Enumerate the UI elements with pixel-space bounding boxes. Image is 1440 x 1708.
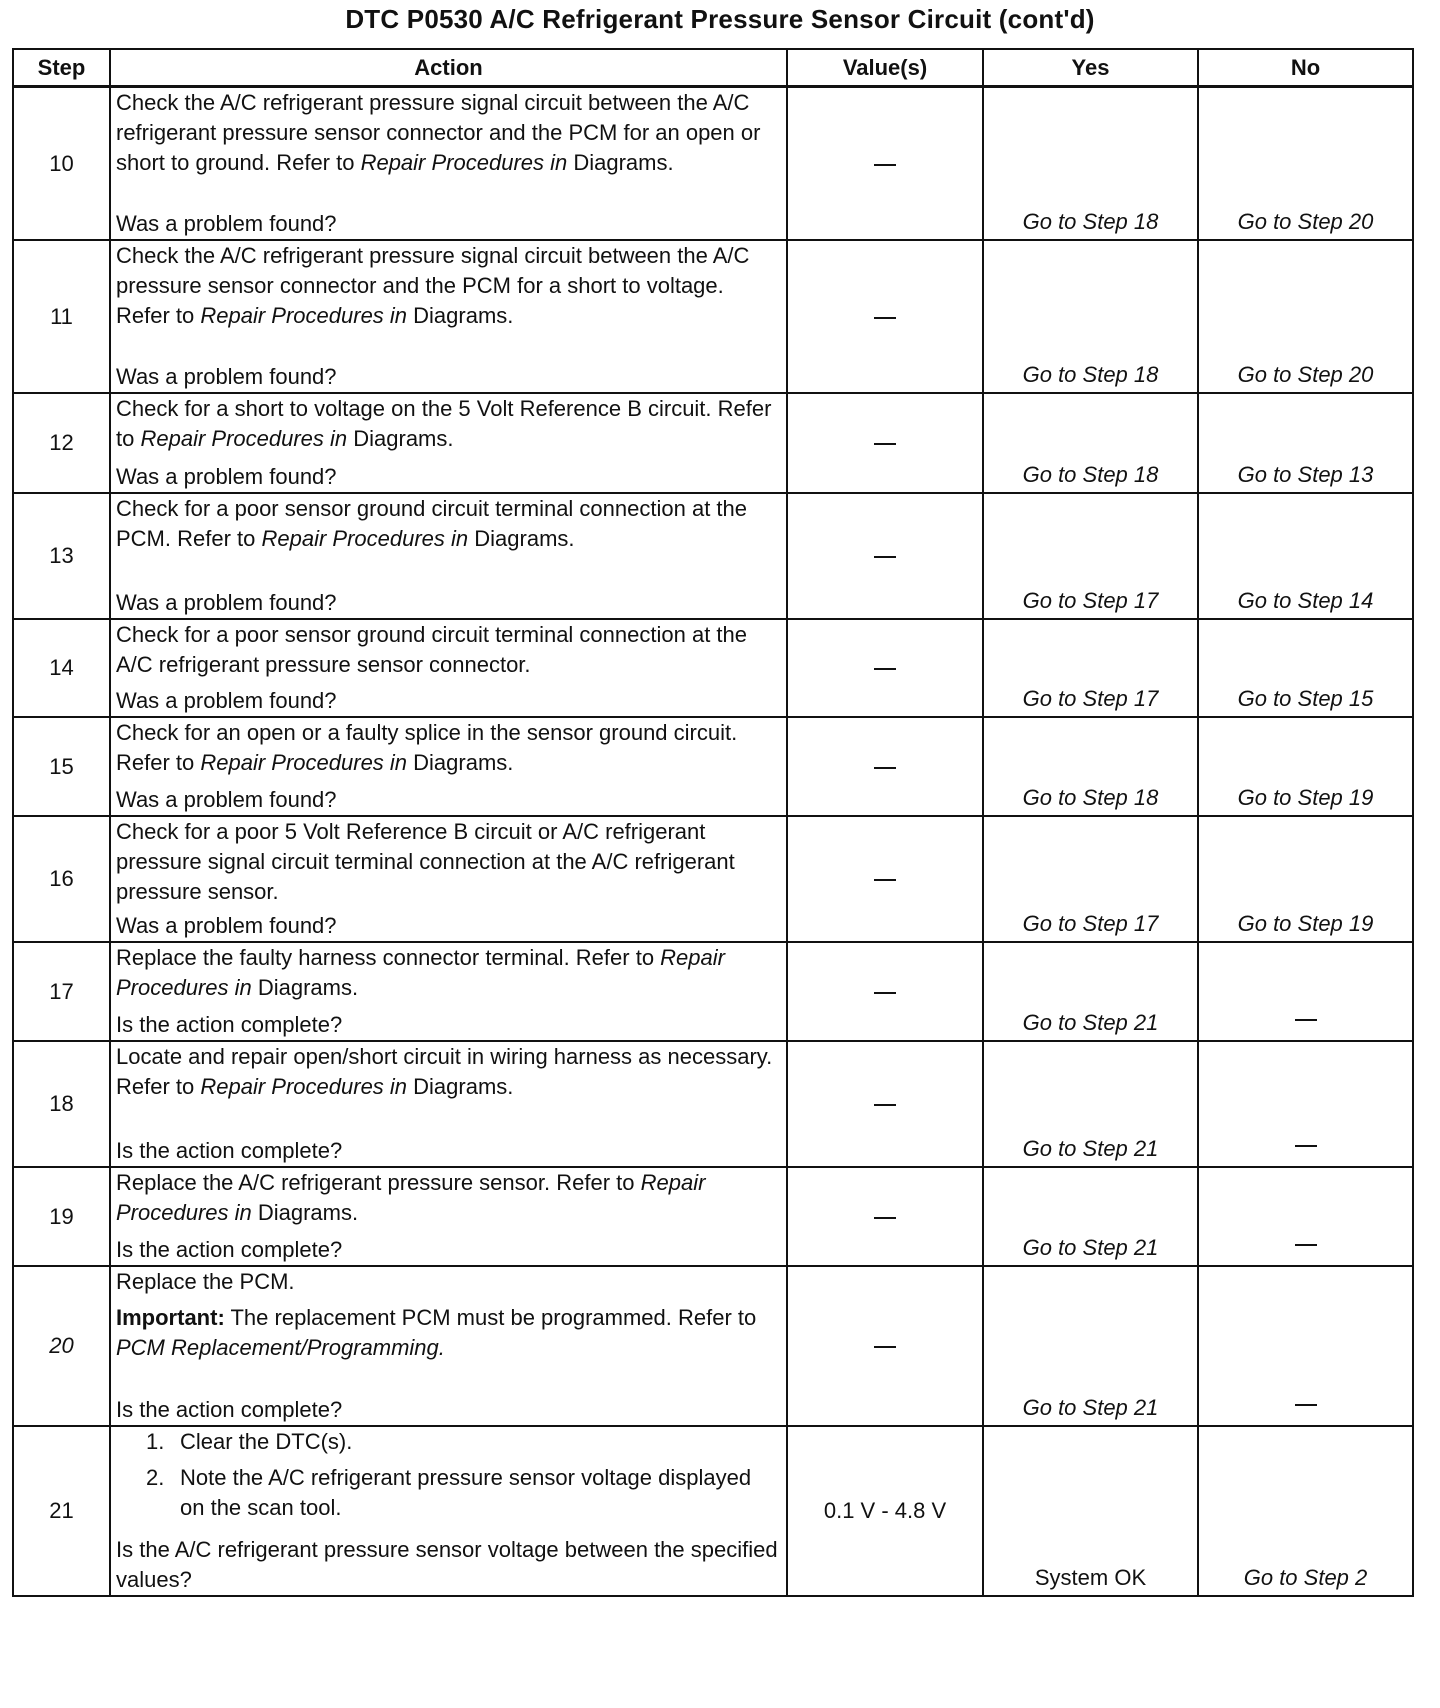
no-cell: Go to Step 2 — [1198, 1426, 1413, 1596]
no-cell: Go to Step 15 — [1198, 619, 1413, 717]
yes-cell: Go to Step 18 — [983, 393, 1198, 493]
no-cell: Go to Step 19 — [1198, 816, 1413, 942]
table-row — [13, 1167, 1413, 1266]
action-text: Locate and repair open/short circuit in wiring harness as necessary. Refer to Repair Procedures in Diagrams. — [116, 1044, 773, 1099]
dash-mark — [874, 1346, 896, 1348]
table-row — [13, 1266, 1413, 1426]
yes-cell: Go to Step 17 — [983, 816, 1198, 942]
yes-cell: System OK — [983, 1426, 1198, 1596]
action-text: Check the A/C refrigerant pressure signal circuit between the A/C refrigerant pressure sensor connector and the PCM for an open or short to ground. Refer to Repair Procedures in Diagrams. — [116, 90, 761, 175]
no-cell — [1198, 1041, 1413, 1167]
value-cell — [787, 717, 983, 816]
no-cell: Go to Step 19 — [1198, 717, 1413, 816]
yes-cell: Go to Step 17 — [983, 493, 1198, 619]
table-row — [13, 619, 1413, 717]
action-text: Check for a poor sensor ground circuit terminal connection at the PCM. Refer to Repair Procedures in Diagrams. — [116, 496, 747, 551]
step-number: 18 — [13, 1041, 110, 1167]
value-cell — [787, 240, 983, 393]
dash-mark — [874, 1104, 896, 1106]
step-number: 15 — [13, 717, 110, 816]
action-question: Was a problem found? — [116, 688, 337, 713]
action-question: Was a problem found? — [116, 590, 337, 615]
action-cell — [110, 619, 787, 717]
ref-link: PCM Replacement/Programming. — [116, 1335, 445, 1360]
dash-mark — [874, 556, 896, 558]
dtc-table — [12, 48, 1414, 1597]
value-cell — [787, 393, 983, 493]
action-text: Replace the faulty harness connector terminal. Refer to Repair Procedures in Diagrams. — [116, 945, 725, 1000]
value-cell: 0.1 V - 4.8 V — [787, 1426, 983, 1596]
value-cell — [787, 942, 983, 1041]
value-cell — [787, 1266, 983, 1426]
header-values: Value(s) — [787, 49, 983, 87]
action-cell — [110, 942, 787, 1041]
dash-mark — [874, 1217, 896, 1219]
table-row — [13, 240, 1413, 393]
no-cell: Go to Step 20 — [1198, 87, 1413, 241]
action-question: Was a problem found? — [116, 364, 337, 389]
action-cell — [110, 1041, 787, 1167]
value-cell — [787, 493, 983, 619]
value-cell — [787, 1041, 983, 1167]
dash-mark — [1295, 1244, 1317, 1246]
table-row — [13, 1426, 1413, 1596]
dash-mark — [874, 879, 896, 881]
no-cell — [1198, 942, 1413, 1041]
value-cell — [787, 1167, 983, 1266]
dash-mark — [874, 164, 896, 166]
header-yes: Yes — [983, 49, 1198, 87]
dash-mark — [874, 668, 896, 670]
header-step: Step — [13, 49, 110, 87]
ref-link: Repair Procedures in — [140, 426, 348, 451]
action-cell — [110, 87, 787, 241]
action-question: Was a problem found? — [116, 913, 337, 938]
yes-cell: Go to Step 21 — [983, 1167, 1198, 1266]
value-cell — [787, 816, 983, 942]
table-header-row — [13, 49, 1413, 87]
action-text: Replace the PCM. — [116, 1269, 295, 1294]
step-number: 20 — [13, 1266, 110, 1426]
dash-mark — [1295, 1145, 1317, 1147]
action-cell — [110, 1266, 787, 1426]
table-row — [13, 493, 1413, 619]
action-cell — [110, 1426, 787, 1596]
yes-cell: Go to Step 21 — [983, 942, 1198, 1041]
action-cell — [110, 717, 787, 816]
no-cell — [1198, 1266, 1413, 1426]
action-question: Is the action complete? — [116, 1397, 343, 1422]
action-question: Is the action complete? — [116, 1012, 343, 1037]
action-cell — [110, 393, 787, 493]
table-row — [13, 816, 1413, 942]
no-cell — [1198, 1167, 1413, 1266]
step-number: 14 — [13, 619, 110, 717]
action-cell — [110, 1167, 787, 1266]
ref-link: Repair Procedures in — [200, 303, 408, 328]
yes-cell: Go to Step 18 — [983, 240, 1198, 393]
action-text: Check for a poor sensor ground circuit terminal connection at the A/C refrigerant pressure sensor connector. — [116, 622, 747, 677]
step-number: 17 — [13, 942, 110, 1041]
action-cell — [110, 816, 787, 942]
step-number: 12 — [13, 393, 110, 493]
list-item: 2. Note the A/C refrigerant pressure sensor voltage displayed on the scan tool. — [146, 1465, 752, 1520]
yes-cell: Go to Step 21 — [983, 1041, 1198, 1167]
dash-mark — [874, 992, 896, 994]
yes-cell: Go to Step 18 — [983, 717, 1198, 816]
step-number: 13 — [13, 493, 110, 619]
table-row — [13, 717, 1413, 816]
action-text: Check for an open or a faulty splice in the sensor ground circuit. Refer to Repair Procedures in Diagrams. — [116, 720, 738, 775]
no-cell: Go to Step 13 — [1198, 393, 1413, 493]
yes-cell: Go to Step 21 — [983, 1266, 1198, 1426]
action-text: Replace the A/C refrigerant pressure sensor. Refer to Repair Procedures in Diagrams. — [116, 1170, 706, 1225]
important-label: Important: — [116, 1305, 225, 1330]
action-question: Is the action complete? — [116, 1237, 343, 1262]
dash-mark — [1295, 1404, 1317, 1406]
step-number: 10 — [13, 87, 110, 241]
action-text: Check the A/C refrigerant pressure signal circuit between the A/C pressure sensor connector and the PCM for a short to voltage. Refer to Repair Procedures in Diagrams. — [116, 243, 750, 328]
important-note: Important: The replacement PCM must be programmed. Refer to PCM Replacement/Programming. — [116, 1305, 757, 1360]
ref-link: Repair Procedures in — [360, 150, 568, 175]
ref-link: Repair Procedures in — [116, 1170, 706, 1225]
dash-mark — [1295, 1019, 1317, 1021]
dash-mark — [874, 767, 896, 769]
action-question: Is the A/C refrigerant pressure sensor voltage between the specified values? — [116, 1537, 778, 1592]
action-question: Was a problem found? — [116, 211, 337, 236]
action-question: Was a problem found? — [116, 787, 337, 812]
page-title: DTC P0530 A/C Refrigerant Pressure Sensor Circuit (cont'd) — [345, 4, 1095, 34]
action-cell — [110, 240, 787, 393]
action-text: Check for a short to voltage on the 5 Volt Reference B circuit. Refer to Repair Procedures in Diagrams. — [116, 396, 772, 451]
action-text: Check for a poor 5 Volt Reference B circuit or A/C refrigerant pressure signal circuit terminal connection at the A/C refrigerant pressure sensor. — [116, 819, 735, 904]
step-number: 16 — [13, 816, 110, 942]
dash-mark — [874, 443, 896, 445]
ref-link: Repair Procedures in — [261, 526, 469, 551]
ref-link: Repair Procedures in — [200, 1074, 408, 1099]
action-question: Was a problem found? — [116, 464, 337, 489]
no-cell: Go to Step 20 — [1198, 240, 1413, 393]
header-no: No — [1198, 49, 1413, 87]
yes-cell: Go to Step 17 — [983, 619, 1198, 717]
list-item: 1. Clear the DTC(s). — [146, 1429, 353, 1454]
action-list — [116, 1427, 780, 1529]
yes-cell: Go to Step 18 — [983, 87, 1198, 241]
ref-link: Repair Procedures in — [200, 750, 408, 775]
table-row — [13, 1041, 1413, 1167]
step-number: 21 — [13, 1426, 110, 1596]
table-row — [13, 393, 1413, 493]
step-number: 19 — [13, 1167, 110, 1266]
table-row — [13, 942, 1413, 1041]
no-cell: Go to Step 14 — [1198, 493, 1413, 619]
value-cell — [787, 619, 983, 717]
value-cell — [787, 87, 983, 241]
action-cell — [110, 493, 787, 619]
dash-mark — [874, 317, 896, 319]
ref-link: Repair Procedures in — [116, 945, 725, 1000]
action-question: Is the action complete? — [116, 1138, 343, 1163]
header-action: Action — [110, 49, 787, 87]
step-number: 11 — [13, 240, 110, 393]
table-row — [13, 87, 1413, 241]
